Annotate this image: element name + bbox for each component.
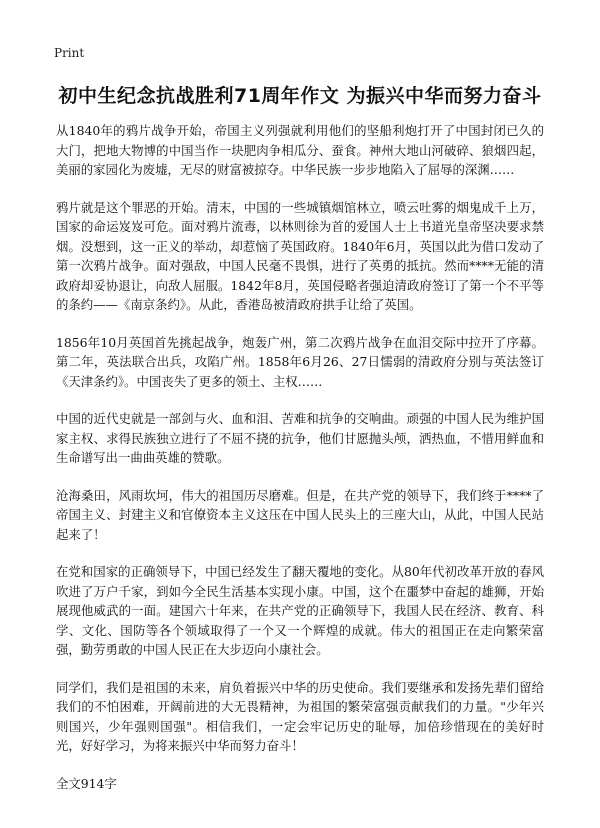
paragraph-7: 同学们，我们是祖国的未来，肩负着振兴中华的历史使命。我们要继承和发扬先辈们留给我们的不怕困难，开阔前进的大无畏精神，为祖国的繁荣富强贡献我们的力量。"少年兴则国兴，少年强则国强"。相信我们，一定会牢记历史的耻辱，加倍珍惜现在的美好时光，好好学习，为将来振兴中华而努力奋斗！: [56, 679, 544, 753]
print-link[interactable]: Print: [54, 46, 85, 60]
word-count: 全文914字: [56, 775, 117, 791]
paragraph-4: 中国的近代史就是一部剑与火、血和泪、苦难和抗争的交响曲。顽强的中国人民为维护国家主权、求得民族独立进行了不屈不挠的抗争，他们甘愿抛头颅，洒热血，不惜用鲜血和生命谱写出一曲曲英雄的赞歌。: [56, 411, 544, 465]
paragraph-6: 在党和国家的正确领导下，中国已经发生了翻天覆地的变化。从80年代初改革开放的春风吹进了万户千家，到如今全民生活基本实现小康。中国，这个在噩梦中奋起的雄狮，开始展现他威武的一面。建国六十年来，在共产党的正确领导下，我国人民在经济、教育、科学、文化、国防等各个领域取得了一个又一个辉煌的成就。伟大的祖国正在走向繁荣富强，勤劳勇敢的中国人民正在大步迈向小康社会。: [56, 564, 544, 657]
article-body: [56, 121, 544, 756]
paragraph-2: 鸦片就是这个罪恶的开始。清末，中国的一些城镇烟馆林立，喷云吐雾的烟鬼成千上万，国家的命运岌岌可危。面对鸦片流毒，以林则徐为首的爱国人士上书道光皇帝坚决要求禁烟。没想到，这一正义的举动，却惹恼了英国政府。1840年6月，英国以此为借口发动了第一次鸦片战争。面对强敌，中国人民毫不畏惧，进行了英勇的抵抗。然而****无能的清政府却妥协退让，向敌人屈服。1842年8月，英国侵略者强迫清政府签订了第一个不平等的条约——《南京条约》。从此，香港岛被清政府拱手让给了英国。: [56, 199, 544, 312]
paragraph-3: 1856年10月英国首先挑起战争，炮轰广州，第二次鸦片战争在血泪交际中拉开了序幕。第二年，英法联合出兵，攻陷广州。1858年6月26、27日懦弱的清政府分别与英法签订《天津条约》。中国丧失了更多的领土、主权……: [56, 334, 544, 389]
paragraph-1: 从1840年的鸦片战争开始，帝国主义列强就利用他们的坚船利炮打开了中国封闭已久的大门，把地大物博的中国当作一块肥肉争相瓜分、蚕食。神州大地山河破碎、狼烟四起，美丽的家园化为废墟，无尽的财富被掠夺。中华民族一步步地陷入了屈辱的深渊……: [56, 123, 544, 177]
paragraph-5: 沧海桑田，风雨坎坷，伟大的祖国历尽磨难。但是，在共产党的领导下，我们终于****了帝国主义、封建主义和官僚资本主义这压在中国人民头上的三座大山，从此，中国人民站起来了！: [56, 487, 544, 542]
article-title: 初中生纪念抗战胜利71周年作文 为振兴中华而努力奋斗: [58, 85, 542, 107]
